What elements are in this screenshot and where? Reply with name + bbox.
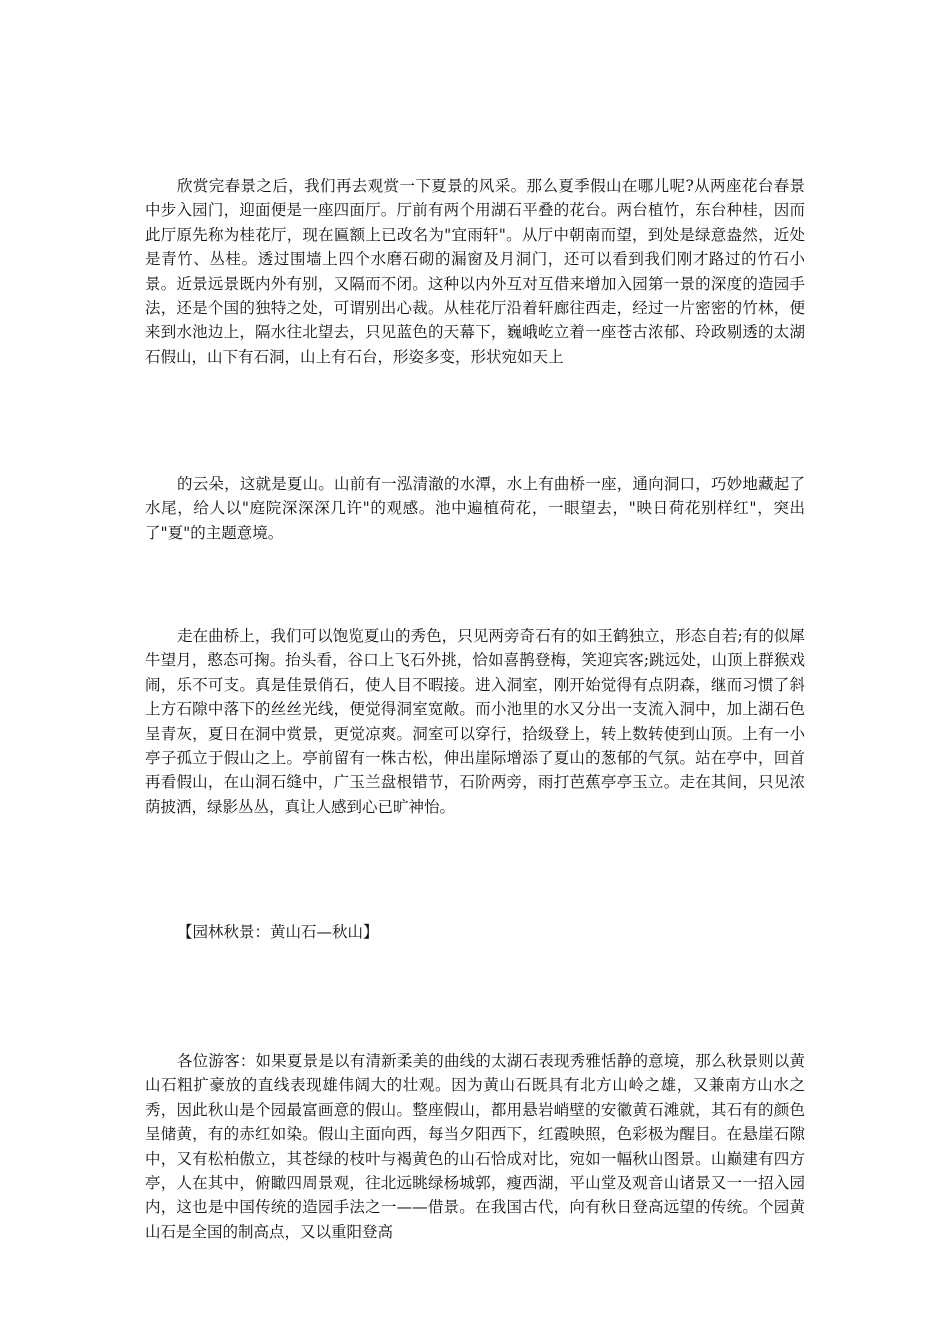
paragraph-summer-mountain: 的云朵，这就是夏山。山前有一泓清澈的水潭，水上有曲桥一座，通向洞口，巧妙地藏起了水尾，给人以"庭院深深深几许"的观感。池中遍植荷花，一眼望去，"映日荷花别样红"，突出了"夏"的主题意境。	[145, 475, 805, 542]
paragraph-autumn-intro: 各位游客：如果夏景是以有清新柔美的曲线的太湖石表现秀雅恬静的意境，那么秋景则以黄山石粗扩豪放的直线表现雄伟阔大的壮观。因为黄山石既具有北方山岭之雄，又兼南方山水之秀，因此秋山是个园最富画意的假山。整座假山，都用悬岩峭壁的安徽黄石滩就，其石有的颜色呈储黄，有的赤红如染。假山主面向西，每当夕阳西下，红霞映照，色彩极为醒目。在悬崖石隙中，又有松柏傲立，其苍绿的枝叶与褐黄色的山石恰成对比，宛如一幅秋山图景。山巅建有四方亭，人在其中，俯瞰四周景观，往北远眺绿杨城郭，瘦西湖，平山堂及观音山诸景又一一招入园内，这也是中国传统的造园手法之一——借景。在我国古代，向有秋日登高远望的传统。个园黄山石是全国的制高点，又以重阳登高	[145, 1052, 805, 1241]
section-heading-autumn: 【园林秋景：黄山石—秋山】	[177, 923, 379, 941]
paragraph-summer-bridge: 走在曲桥上，我们可以饱览夏山的秀色，只见两旁奇石有的如王鹤独立，形态自若;有的似犀牛望月，憨态可掬。抬头看，谷口上飞石外挑，恰如喜鹊登梅，笑迎宾客;跳远处，山顶上群猴戏闹，乐不可支。真是佳景俏石，使人目不暇接。进入洞室，刚开始觉得有点阴森，继而习惯了斜上方石隙中落下的丝丝光线，便觉得洞室宽敞。而小池里的水又分出一支流入洞中，加上湖石色呈青灰，夏日在洞中赏景，更觉凉爽。洞室可以穿行，拾级登上，转上数转使到山顶。上有一小亭子孤立于假山之上。亭前留有一株古松，伸出崖际增添了夏山的葱郁的气氛。站在亭中，回首再看假山，在山洞石缝中，广玉兰盘根错节，石阶两旁，雨打芭蕉亭亭玉立。走在其间，只见浓荫披洒，绿影丛丛，真让人感到心已旷神怡。	[145, 627, 805, 816]
document-page	[145, 0, 805, 1344]
paragraph-summer-intro: 欣赏完春景之后，我们再去观赏一下夏景的风采。那么夏季假山在哪儿呢?从两座花台春景中步入园门，迎面便是一座四面厅。厅前有两个用湖石平叠的花台。两台植竹，东台种桂，因而此厅原先称为桂花厅，现在匾额上已改名为"宜雨轩"。从厅中朝南而望，到处是绿意盎然，近处是青竹、丛桂。透过围墙上四个水磨石砌的漏窗及月洞门，还可以看到我们刚才路过的竹石小景。近景远景既内外有别，又隔而不闭。这种以内外互对互借来增加入园第一景的深度的造园手法，还是个国的独特之处，可谓别出心裁。从桂花厅沿着轩廊往西走，经过一片密密的竹林，便来到水池边上，隔水往北望去，只见蓝色的天幕下，巍峨屹立着一座苍古浓郁、玲政剔透的太湖石假山，山下有石洞，山上有石台，形姿多变，形状宛如天上	[145, 177, 805, 366]
